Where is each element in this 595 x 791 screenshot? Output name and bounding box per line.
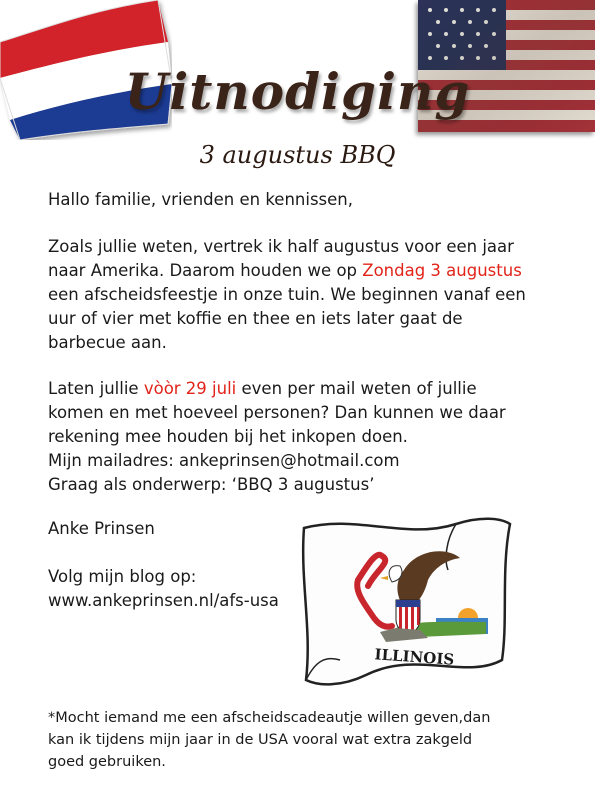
- illinois-flag-image: [296, 510, 514, 690]
- footnote-line: kan ik tijdens mijn jaar in de USA vooral wat extra zakgeld: [48, 732, 473, 748]
- email-line: Mijn mailadres: ankeprinsen@hotmail.com: [48, 451, 400, 470]
- blog-label: Volg mijn blog op:: [48, 567, 197, 586]
- greeting-text: Hallo familie, vrienden en kennissen,: [48, 190, 354, 209]
- footnote-line: *Mocht iemand me een afscheidscadeautje willen geven,dan: [48, 710, 491, 726]
- highlighted-date: Zondag 3 augustus: [362, 261, 522, 280]
- blog-url: www.ankeprinsen.nl/afs-usa: [48, 591, 279, 610]
- paragraph-line: komen en met hoeveel personen? Dan kunnen we daar: [48, 403, 506, 422]
- paragraph-line: uur of vier met koffie en thee en iets later gaat de: [48, 309, 463, 328]
- blog-section: [48, 565, 279, 613]
- illinois-label: ILLINOIS: [373, 645, 455, 669]
- subject-line: Graag als onderwerp: ‘BBQ 3 augustus’: [48, 475, 375, 494]
- highlighted-deadline: vòòr 29 juli: [143, 379, 237, 398]
- paragraph-announcement: [48, 235, 578, 355]
- paragraph-line: [48, 377, 578, 401]
- text-span: even per mail weten of jullie: [236, 379, 477, 398]
- invitation-subtitle: 3 augustus BBQ: [199, 141, 396, 169]
- paragraph-line: rekening mee houden bij het inkopen doen.: [48, 427, 408, 446]
- signature-name: Anke Prinsen: [48, 519, 155, 538]
- footnote: [48, 707, 568, 773]
- footnote-line: goed gebruiken.: [48, 754, 166, 770]
- text-span: Laten jullie: [48, 379, 144, 398]
- paragraph-line: [48, 259, 578, 283]
- paragraph-line: een afscheidsfeestje in onze tuin. We beginnen vanaf een: [48, 285, 526, 304]
- paragraph-line: Zoals jullie weten, vertrek ik half augustus voor een jaar: [48, 237, 514, 256]
- paragraph-rsvp: [48, 377, 578, 497]
- text-span: naar Amerika. Daarom houden we op: [48, 261, 363, 280]
- invitation-title: Uitnodiging: [124, 62, 471, 121]
- paragraph-line: barbecue aan.: [48, 333, 167, 352]
